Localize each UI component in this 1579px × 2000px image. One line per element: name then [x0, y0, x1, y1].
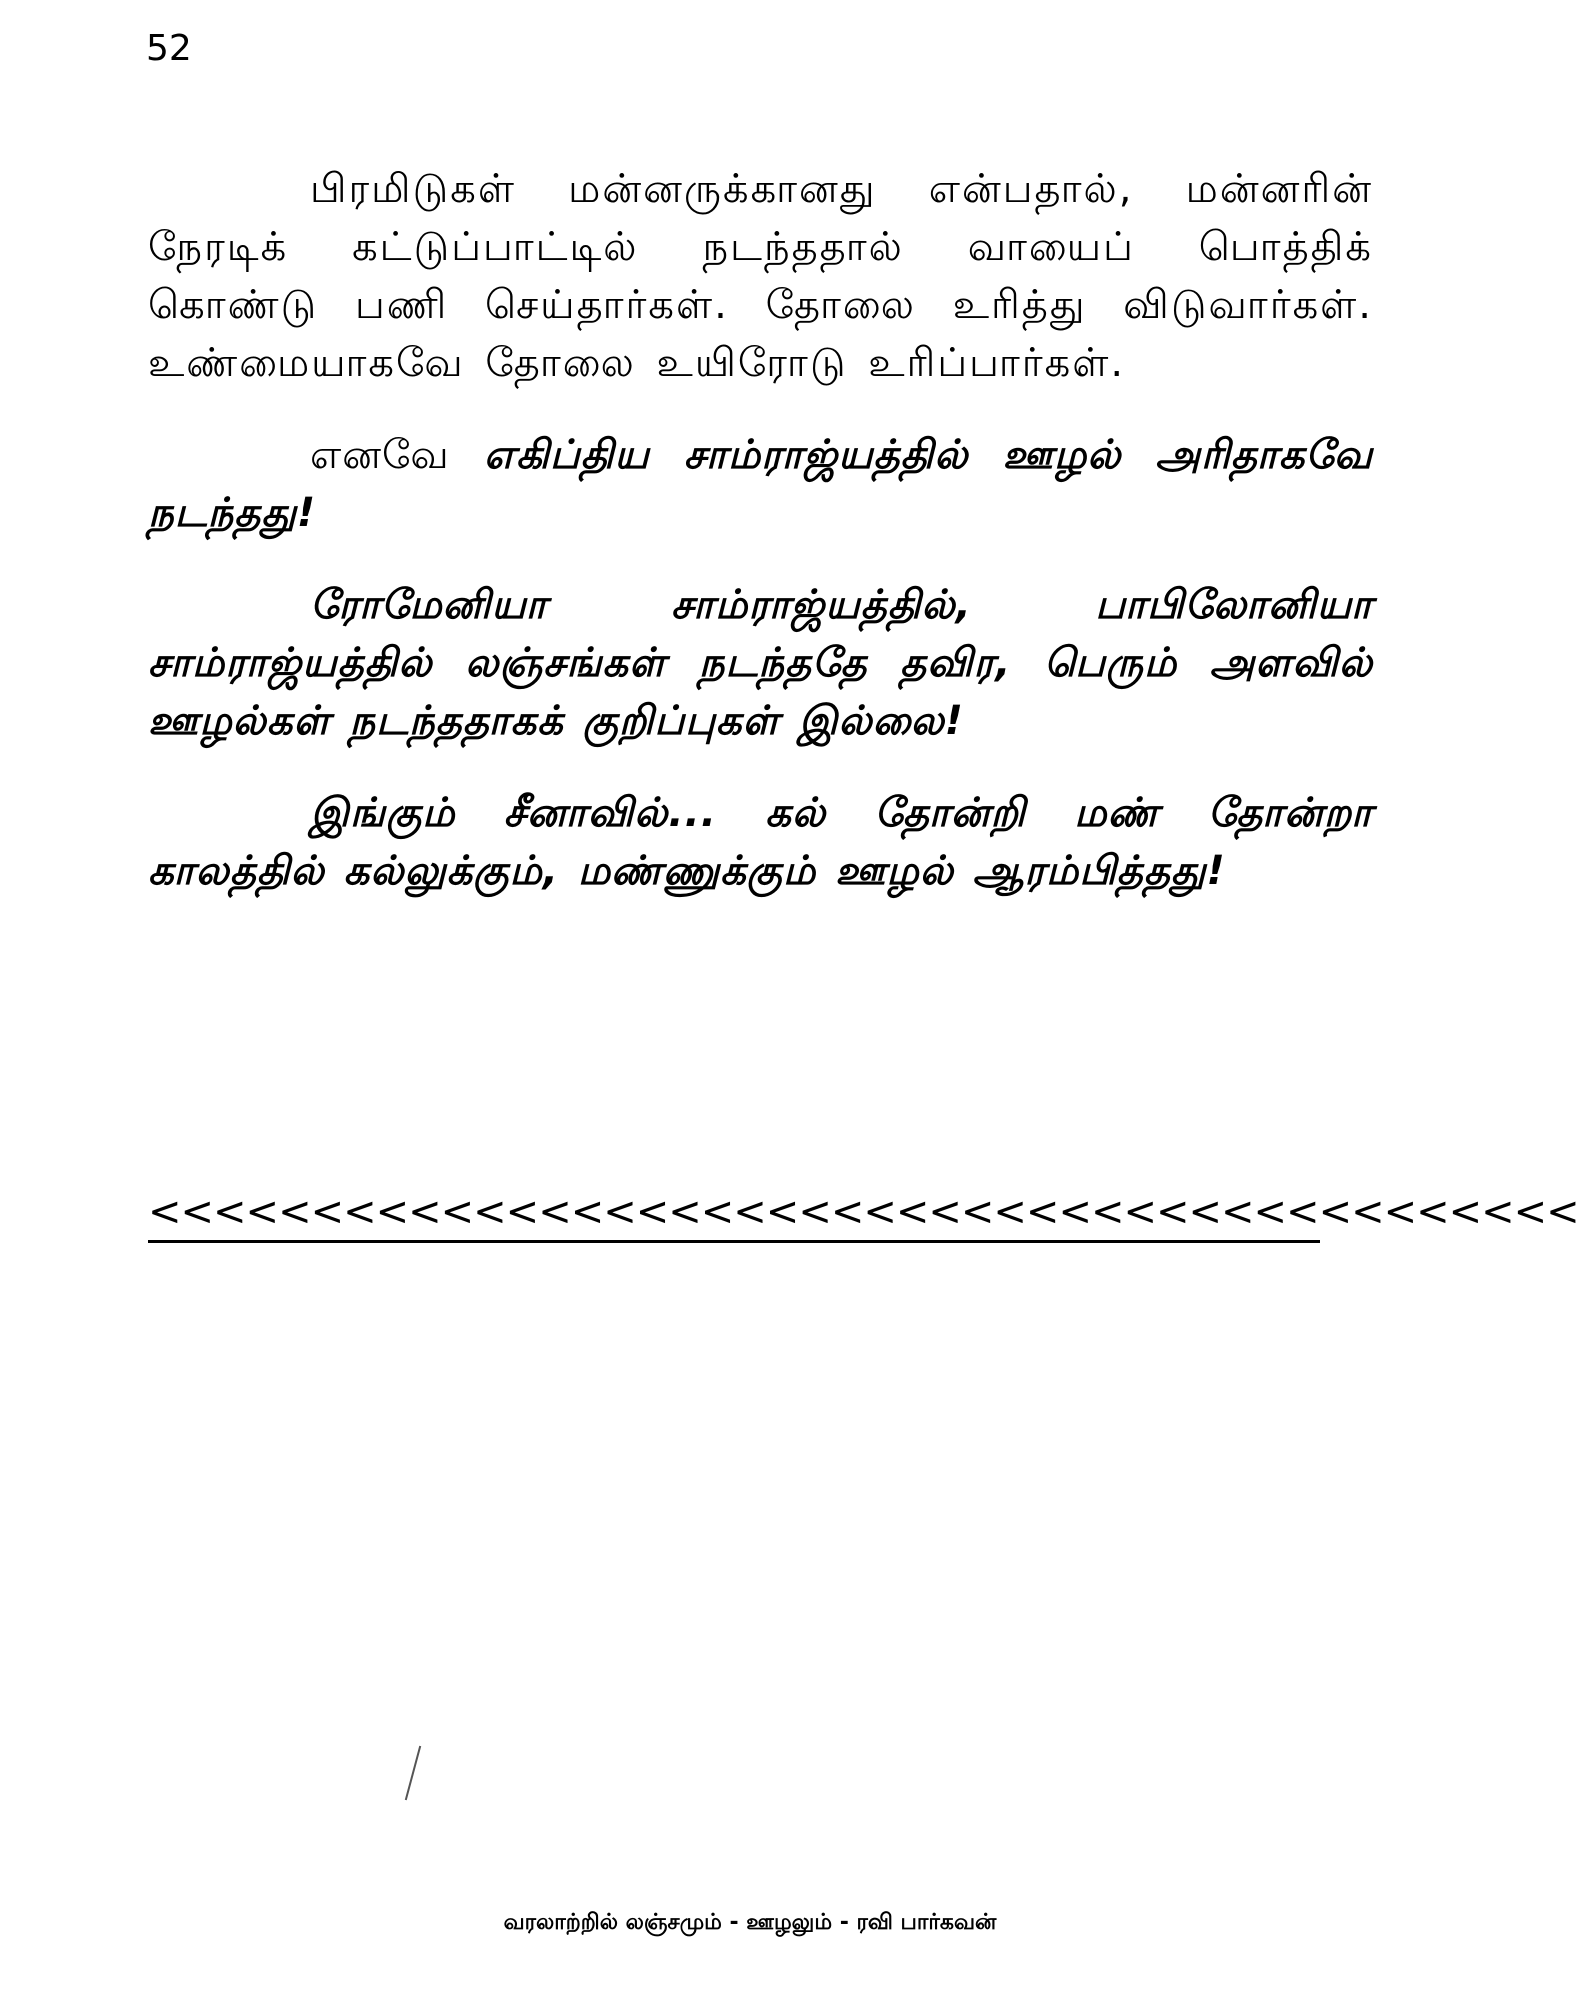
- paragraph-rome-babylon: [148, 576, 1373, 750]
- separator-underline: [148, 1240, 1320, 1243]
- body-text: [148, 160, 1373, 934]
- paragraph-text: இங்கும் சீனாவில்... கல் தோன்றி மண் தோன்றா காலத்தில் கல்லுக்கும், மண்ணுக்கும் ஊழல் ஆரம்பித்தது!: [148, 790, 1373, 894]
- section-separator: <<<<<<<<<<<<<<<<<<<<<<<<<<<<<<<<<<<<<<<<<<<<: [148, 1189, 1579, 1235]
- paragraph-text: எகிப்திய சாம்ராஜ்யத்தில் ஊழல் அரிதாகவே நடந்தது!: [148, 432, 1373, 536]
- paragraph-pyramids: [148, 160, 1373, 392]
- paragraph-text: பிரமிடுகள் மன்னருக்கானது என்பதால், மன்னரின் நேரடிக் கட்டுப்பாட்டில் நடந்ததால் வாயைப் பொத்திக் கொண்டு பணி செய்தார்கள். தோலை உரித்து விடுவார்கள். உண்மையாகவே தோலை உயிரோடு உரிப்பார்கள்.: [148, 166, 1373, 386]
- stray-pen-mark: [405, 1746, 421, 1801]
- page-number: 52: [146, 28, 192, 69]
- paragraph-text: ரோமேனியா சாம்ராஜ்யத்தில், பாபிலோனியா சாம்ராஜ்யத்தில் லஞ்சங்கள் நடந்ததே தவிர, பெரும் அளவில் ஊழல்கள் நடந்ததாகக் குறிப்புகள் இல்லை!: [148, 582, 1373, 744]
- paragraph-china: [148, 784, 1373, 900]
- page-footer: வரலாற்றில் லஞ்சமும் - ஊழலும் - ரவி பார்கவன்: [503, 1910, 997, 1935]
- paragraph-lead-word: எனவே: [310, 432, 450, 478]
- paragraph-egypt: [148, 426, 1373, 542]
